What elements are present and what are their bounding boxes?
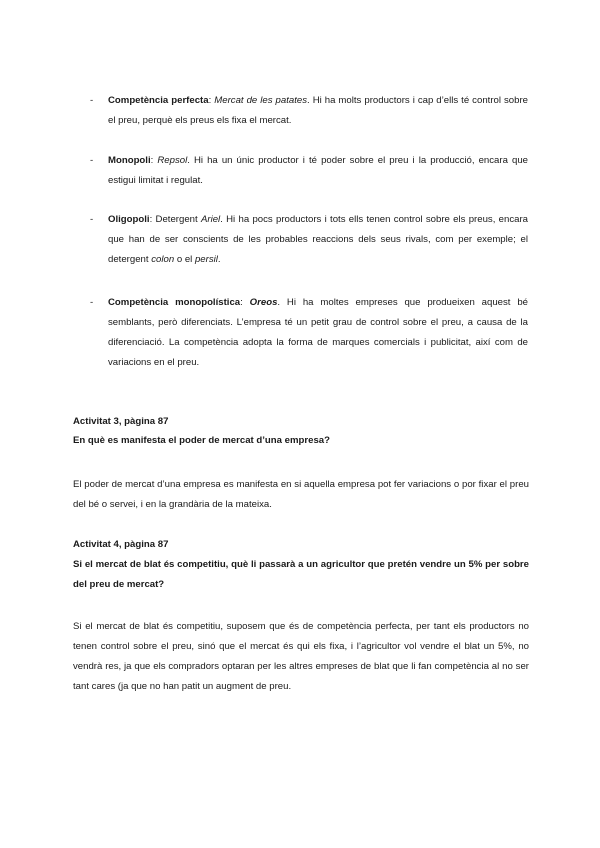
bullet-dash: - [90,95,94,106]
bullet-term: Competència monopolística [108,297,241,308]
bullet-term: Competència perfecta [108,95,209,106]
bullet-example: Oreos [249,297,278,308]
activity-3-question: En què es manifesta el poder de mercat d’una empresa? [73,435,330,446]
bullet-example: Ariel [200,214,221,225]
activity-4-answer: Si el mercat de blat és competitiu, suposem que és de competència perfecta, per tant els productors no tenen control sobre el preu, sinó que el mercat és qui els fixa, i l’agricultor vol vendre el blat un 5%, no vendrà res, ja que els compradors optaran per les altres empreses de blat que li fan competència al no ser tant cares (ja que no han patit un augment de preu. [73,621,529,692]
bullet-perfect-competition [90,91,528,131]
bullet-separator: : Detergent [149,214,201,225]
bullet-description: . Hi ha molts productors i cap d’ells té control sobre el preu, perquè els preus els fixa el mercat. [108,95,528,126]
bullet-description: . Hi ha moltes empreses que produeixen aquest bé semblants, però diferenciats. L’empresa té un petit grau de control sobre el preu, a causa de la diferenciació. La competència adopta la forma de marques comercials i publicitat, així com de variacions en el preu. [108,297,528,368]
bullet-oligopoly [90,210,528,270]
bullet-description: . Hi ha pocs productors i tots ells tenen control sobre els preus, encara que han de ser conscients de les probables reaccions dels seus rivals, com per exemple; el detergent [108,214,528,265]
bullet-example-colon: colon [151,254,175,265]
activity-4-title: Activitat 4, pàgina 87 [73,539,169,550]
bullet-separator: : [240,297,250,308]
activity-4-question: Si el mercat de blat és competitiu, què li passarà a un agricultor que pretén vendre un 5% per sobre del preu de mercat? [73,559,529,590]
bullet-period: . [217,254,221,265]
bullet-term: Monopoli [108,155,151,166]
bullet-connector: o el [174,254,195,265]
bullet-example: Mercat de les patates [214,95,308,106]
bullet-example-persil: persil [194,254,218,265]
bullet-example: Repsol [157,155,188,166]
activity-3-title: Activitat 3, pàgina 87 [73,416,169,427]
activity-3-answer: El poder de mercat d’una empresa es manifesta en si aquella empresa pot fer variacions o por fixar el preu del bé o servei, i en la grandària de la mateixa. [73,479,529,510]
bullet-text [108,210,528,270]
bullet-dash: - [90,214,94,225]
bullet-description: . Hi ha un únic productor i té poder sobre el preu i la producció, encara que estigui limitat i regulat. [108,155,528,186]
bullet-monopolistic-competition [90,293,528,373]
bullet-text [108,293,528,373]
bullet-text [108,151,528,191]
bullet-dash: - [90,297,94,308]
bullet-monopoly [90,151,528,191]
bullet-separator: : [208,95,215,106]
bullet-separator: : [150,155,158,166]
bullet-dash: - [90,155,94,166]
bullet-term: Oligopoli [108,214,150,225]
bullet-text [108,91,528,131]
